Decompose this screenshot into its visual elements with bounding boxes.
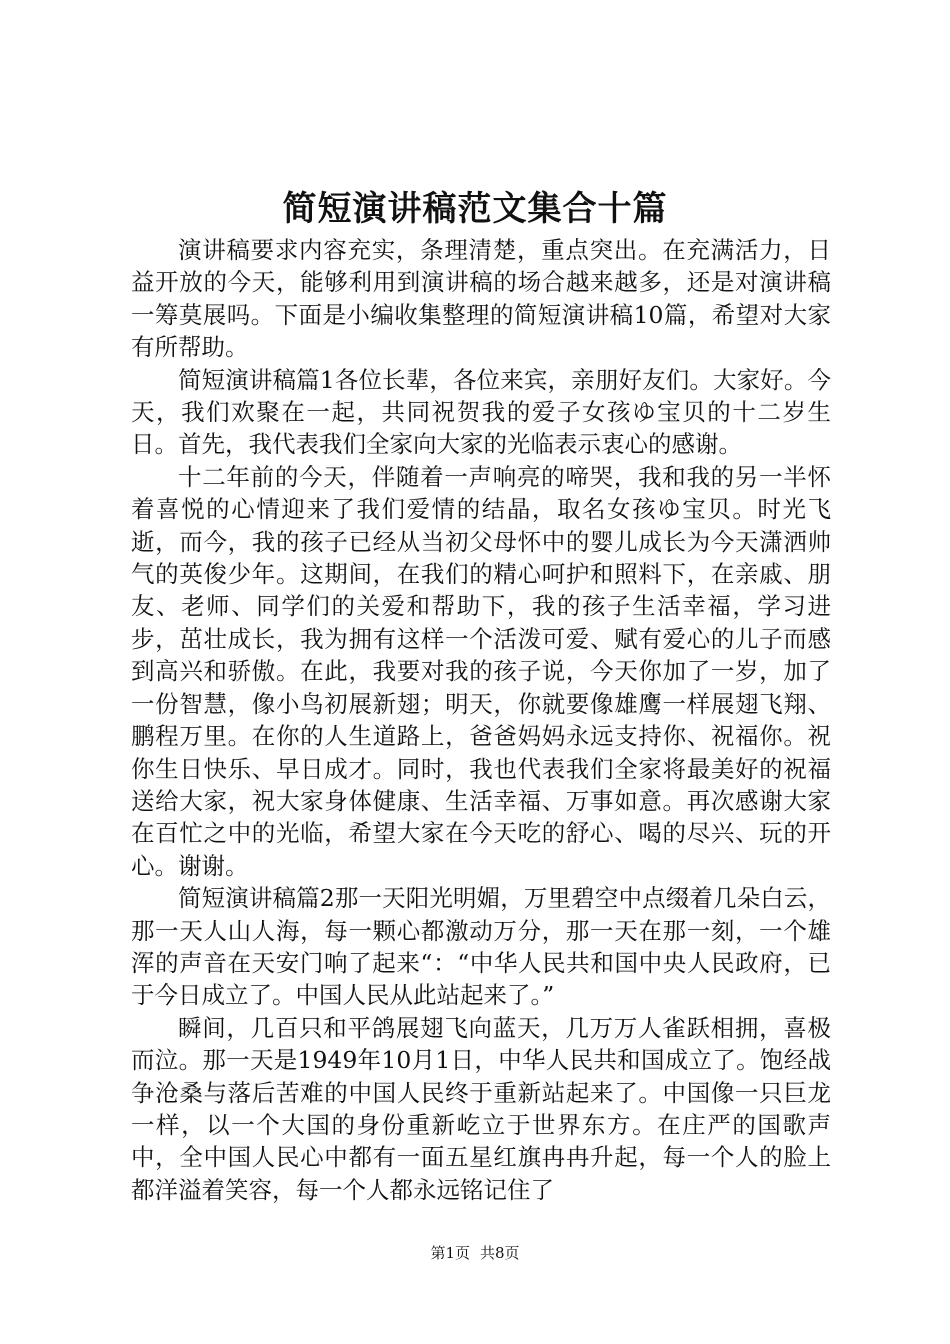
paragraph: 简短演讲稿篇2那一天阳光明媚，万里碧空中点缀着几朵白云，那一天人山人海，每一颗心都激动万分，那一天在那一刻，一个雄浑的声音在天安门响了起来“：“中华人民共和国中央人民政府，已于今日成立了。中国人民从此站起来了。”: [131, 884, 831, 1010]
page-number: 第1页: [430, 1244, 470, 1262]
page-footer: [0, 1243, 950, 1263]
document-body: [131, 234, 831, 1206]
paragraph: 简短演讲稿篇1各位长辈，各位来宾，亲朋好友们。大家好。今天，我们欢聚在一起，共同祝贺我的爱子女孩ゆ宝贝的十二岁生日。首先，我代表我们全家向大家的光临表示衷心的感谢。: [131, 365, 831, 459]
page-total: 共8页: [480, 1244, 520, 1262]
paragraph: 演讲稿要求内容充实，条理清楚，重点突出。在充满活力，日益开放的今天，能够利用到演讲稿的场合越来越多，还是对演讲稿一筹莫展吗。下面是小编收集整理的简短演讲稿10篇，希望对大家有所帮助。: [131, 236, 831, 362]
paragraph: 瞬间，几百只和平鸽展翅飞向蓝天，几万万人雀跃相拥，喜极而泣。那一天是1949年10月1日，中华人民共和国成立了。饱经战争沧桑与落后苦难的中国人民终于重新站起来了。中国像一只巨龙一样，以一个大国的身份重新屹立于世界东方。在庄严的国歌声中，全中国人民心中都有一面五星红旗冉冉升起，每一个人的脸上都洋溢着笑容，每一个人都永远铭记住了: [131, 1013, 831, 1204]
document-title: 简短演讲稿范文集合十篇: [282, 189, 668, 229]
paragraph: 十二年前的今天，伴随着一声响亮的啼哭，我和我的另一半怀着喜悦的心情迎来了我们爱情的结晶，取名女孩ゆ宝贝。时光飞逝，而今，我的孩子已经从当初父母怀中的婴儿成长为今天潇洒帅气的英俊少年。这期间，在我们的精心呵护和照料下，在亲戚、朋友、老师、同学们的关爱和帮助下，我的孩子生活幸福，学习进步，茁壮成长，我为拥有这样一个活泼可爱、赋有爱心的儿子而感到高兴和骄傲。在此，我要对我的孩子说，今天你加了一岁，加了一份智慧，像小鸟初展新翅；明天，你就要像雄鹰一样展翅飞翔、鹏程万里。在你的人生道路上，爸爸妈妈永远支持你、祝福你。祝你生日快乐、早日成才。同时，我也代表我们全家将最美好的祝福送给大家，祝大家身体健康、生活幸福、万事如意。再次感谢大家在百忙之中的光临，希望大家在今天吃的舒心、喝的尽兴、玩的开心。谢谢。: [131, 462, 831, 880]
